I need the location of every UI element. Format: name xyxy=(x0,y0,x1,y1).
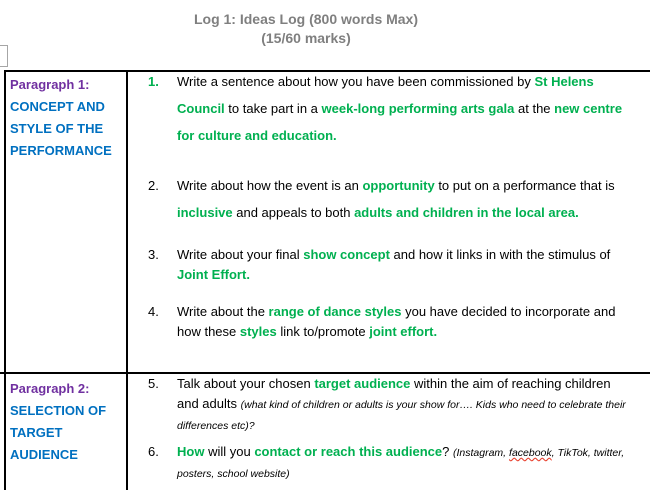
text-line xyxy=(177,122,622,149)
text-line xyxy=(177,302,615,322)
text-segment: Write about how the event is an xyxy=(177,178,363,193)
highlighted-text: new centre xyxy=(554,101,623,116)
item-number: 1. xyxy=(148,74,159,89)
table-border-left xyxy=(4,70,6,490)
highlighted-text: show concept xyxy=(303,247,390,262)
text-segment: Write about the xyxy=(177,304,269,319)
item-number: 6. xyxy=(148,444,159,459)
table-column-divider xyxy=(126,70,128,490)
text-line xyxy=(177,415,626,436)
annotation-italic: , TikTok, twitter, xyxy=(551,447,625,459)
text-segment: Write a sentence about how you have been commissioned by xyxy=(177,74,535,89)
document-title-line1: Log 1: Ideas Log (800 words Max) xyxy=(193,11,419,27)
text-cursor-artifact xyxy=(0,45,8,67)
list-item xyxy=(148,68,622,149)
highlighted-text: contact or reach this audience xyxy=(254,444,443,459)
highlighted-text: opportunity xyxy=(362,178,435,193)
text-segment: link to/promote xyxy=(276,324,370,339)
document-title-line2: (15/60 marks) xyxy=(261,30,351,46)
text-segment: how these xyxy=(177,324,240,339)
text-line xyxy=(177,374,626,394)
text-line xyxy=(177,463,624,484)
text-line xyxy=(177,322,615,342)
highlighted-text: styles xyxy=(239,324,277,339)
item-text xyxy=(177,302,615,342)
text-line xyxy=(177,265,610,285)
highlighted-text: target audience xyxy=(314,376,411,391)
text-segment: to put on a performance that is xyxy=(434,178,615,193)
row1-header-cell xyxy=(10,74,118,162)
highlighted-text: How xyxy=(177,444,205,459)
text-line xyxy=(177,172,615,199)
annotation-italic: (Instagram, xyxy=(453,447,510,459)
annotation-italic: differences etc)? xyxy=(177,420,255,432)
text-segment: you have decided to incorporate and xyxy=(401,304,616,319)
text-line xyxy=(177,95,622,122)
highlighted-text: for culture and education. xyxy=(177,128,337,143)
annotation-italic: (what kind of children or adults is your show for…. Kids who need to celebrate their xyxy=(240,399,626,411)
list-item xyxy=(148,302,615,342)
text-line xyxy=(177,68,622,95)
highlighted-text: range of dance styles xyxy=(268,304,402,319)
list-item xyxy=(148,442,624,484)
document-title xyxy=(0,10,612,48)
highlighted-text: Joint Effort. xyxy=(177,267,250,282)
text-line xyxy=(177,394,626,415)
text-segment: at the xyxy=(514,101,555,116)
highlighted-text: week-long performing arts gala xyxy=(321,101,515,116)
list-item xyxy=(148,374,626,436)
annotation-italic: posters, school website) xyxy=(177,468,290,480)
text-segment: to take part in a xyxy=(224,101,322,116)
text-segment: will you xyxy=(204,444,255,459)
item-text xyxy=(177,374,626,436)
text-line xyxy=(177,199,615,226)
highlighted-text: joint effort. xyxy=(369,324,438,339)
item-number: 5. xyxy=(148,376,159,391)
list-item xyxy=(148,245,610,285)
item-number: 3. xyxy=(148,247,159,262)
item-text xyxy=(177,172,615,226)
highlighted-text: Council xyxy=(177,101,225,116)
misspelled-word: facebook xyxy=(509,447,552,459)
highlighted-text: St Helens xyxy=(534,74,594,89)
text-segment: and appeals to both xyxy=(232,205,355,220)
row2-header-cell xyxy=(10,378,118,466)
text-line xyxy=(177,442,624,463)
highlighted-text: adults and children in the local area. xyxy=(354,205,579,220)
text-segment: within the aim of reaching children xyxy=(410,376,611,391)
item-text xyxy=(177,68,622,149)
text-segment: and adults xyxy=(177,396,241,411)
item-text xyxy=(177,442,624,484)
text-segment: Talk about your chosen xyxy=(177,376,315,391)
highlighted-text: inclusive xyxy=(177,205,233,220)
item-number: 4. xyxy=(148,304,159,319)
paragraph2-title: SELECTION OF TARGET AUDIENCE xyxy=(10,403,107,462)
item-number: 2. xyxy=(148,178,159,193)
text-segment: ? xyxy=(442,444,453,459)
text-segment: and how it links in with the stimulus of xyxy=(389,247,611,262)
paragraph1-label: Paragraph 1: xyxy=(10,77,90,92)
list-item xyxy=(148,172,615,226)
paragraph2-label: Paragraph 2: xyxy=(10,381,90,396)
paragraph1-title: CONCEPT AND STYLE OF THE PERFORMANCE xyxy=(10,99,112,158)
text-segment: Write about your final xyxy=(177,247,304,262)
text-line xyxy=(177,245,610,265)
item-text xyxy=(177,245,610,285)
